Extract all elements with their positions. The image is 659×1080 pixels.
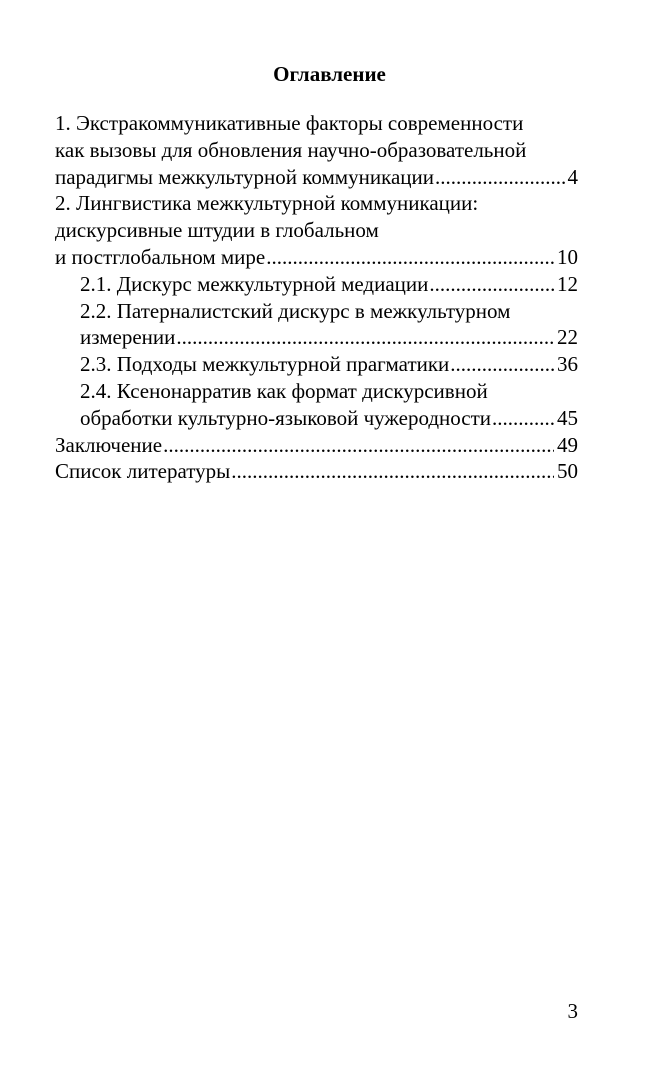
toc-entry-conclusion-page: 49 [557, 432, 578, 457]
dot-leader [266, 244, 554, 271]
toc-entry-2-page: 10 [557, 244, 578, 269]
toc-entry-2-4-line-1: 2.4. Ксенонарратив как формат дискурсивной [80, 378, 488, 403]
toc-entry-2-2-line-1: 2.2. Патерналистский дискурс в межкультурном [80, 298, 511, 323]
toc-entry-2-4-line-2: обработки культурно-языковой чужеродности [80, 405, 492, 430]
toc-entry-2-1-line-1: 2.1. Дискурс межкультурной медиации [80, 271, 429, 296]
toc-entry-conclusion-label: Заключение [55, 432, 163, 457]
toc-entry-conclusion-leader [55, 432, 578, 459]
page-number: 3 [567, 999, 578, 1023]
toc-entry-references-leader [55, 458, 578, 485]
dot-leader [492, 405, 554, 432]
page-title: Оглавление [273, 62, 386, 86]
toc-entry-2-leader [55, 244, 578, 271]
toc-entry-1-page: 4 [567, 164, 578, 189]
toc-entry-2-4-page: 45 [557, 405, 578, 430]
toc-entry-2-1-leader [80, 271, 578, 298]
dot-leader [435, 164, 565, 191]
toc-entry-1-line-3: парадигмы межкультурной коммуникации [55, 164, 434, 189]
toc-entry-1-leader [55, 164, 578, 191]
toc-entry-2-3-page: 36 [557, 352, 578, 377]
toc-entry-2-2-page: 22 [557, 325, 578, 350]
toc-entry-references-page: 50 [557, 459, 578, 484]
toc-entry-2-2-leader [80, 324, 578, 351]
toc-entry-2-line-2: дискурсивные штудии в глобальном [55, 218, 379, 243]
toc-entry-2-2-line-2: измерении [80, 325, 176, 350]
dot-leader [176, 324, 554, 351]
dot-leader [429, 271, 554, 298]
table-of-contents [55, 110, 578, 485]
toc-entry-2-3-line-1: 2.3. Подходы межкультурной прагматики [80, 352, 450, 377]
dot-leader [231, 458, 554, 485]
dot-leader [163, 432, 554, 459]
toc-entry-references-label: Список литературы [55, 459, 231, 484]
toc-entry-2-4-leader [80, 405, 578, 432]
toc-entry-1-line-1: 1. Экстракоммуникативные факторы современности [55, 111, 524, 135]
toc-entry-2-3-leader [80, 351, 578, 378]
toc-entry-1-line-2: как вызовы для обновления научно-образовательной [55, 137, 527, 162]
toc-entry-2-1-page: 12 [557, 271, 578, 296]
dot-leader [450, 351, 554, 378]
toc-entry-2-line-1: 2. Лингвистика межкультурной коммуникации: [55, 191, 479, 216]
toc-entry-2-line-3: и постглобальном мире [55, 244, 266, 269]
